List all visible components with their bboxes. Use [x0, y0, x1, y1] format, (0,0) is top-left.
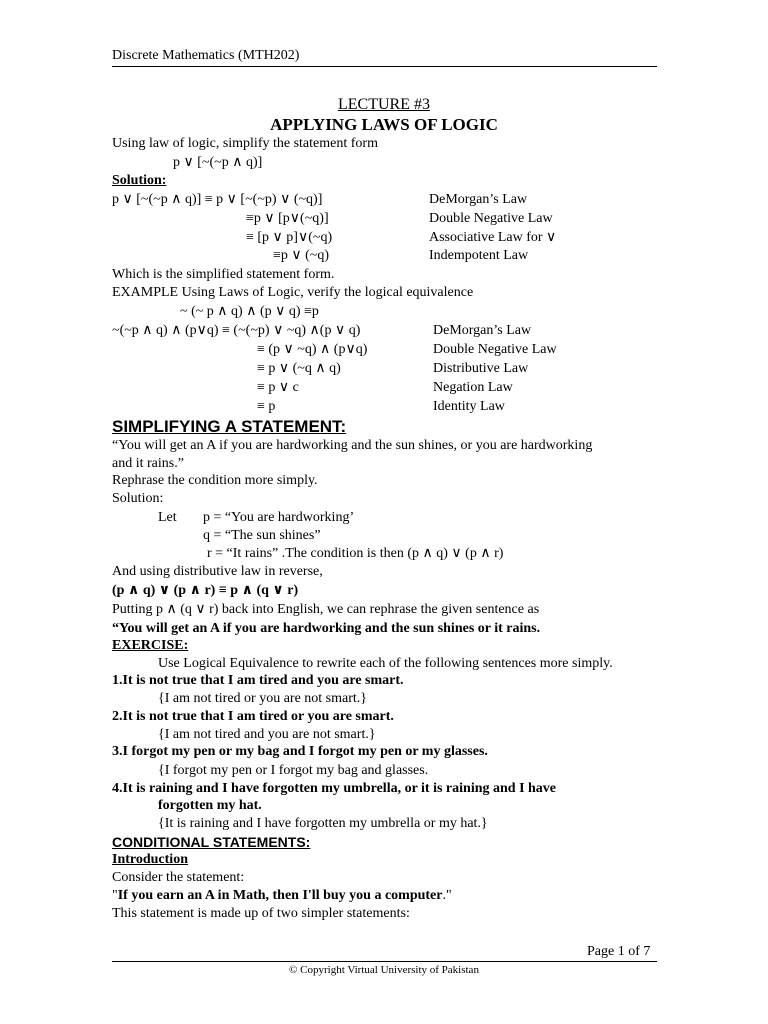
exercise-question-cont: forgotten my hat.	[158, 798, 262, 813]
ex1-step-law: DeMorgan’s Law	[429, 192, 528, 207]
ex2-step-expr: ≡ p ∨ (~q ∧ q)	[257, 361, 341, 376]
exercise-question: 2.It is not true that I am tired or you are smart.	[112, 709, 394, 724]
exercise-answer: {I forgot my pen or I forgot my bag and glasses.	[158, 763, 429, 778]
exercise-answer: {It is raining and I have forgotten my umbrella or my hat.}	[158, 816, 488, 831]
made-up-text: This statement is made up of two simpler statements:	[112, 906, 410, 921]
ex2-step-expr: ≡ (p ∨ ~q) ∧ (p∨q)	[257, 342, 368, 357]
exercise-question: 1.It is not true that I am tired and you are smart.	[112, 673, 404, 688]
ex2-step-expr: ≡ p ∨ c	[257, 380, 299, 395]
exercise-answer: {I am not tired and you are not smart.}	[158, 727, 376, 742]
conditional-quote	[112, 887, 452, 905]
quote-open: "	[112, 888, 118, 903]
ex2-step-expr: ~(~p ∧ q) ∧ (p∨q) ≡ (~(~p) ∨ ~q) ∧(p ∨ q)	[112, 323, 361, 338]
simplifying-quote-line1: “You will get an A if you are hardworking and the sun shines, or you are hardworking	[112, 438, 593, 453]
ex1-step-law: Double Negative Law	[429, 211, 553, 226]
example2-statement: ~ (~ p ∧ q) ∧ (p ∨ q) ≡p	[180, 304, 319, 319]
reverse-text: And using distributive law in reverse,	[112, 564, 323, 579]
consider-text: Consider the statement:	[112, 870, 245, 885]
lecture-number: LECTURE #3	[338, 96, 430, 113]
solution-label: Solution:	[112, 173, 167, 188]
ex2-step-law: Distributive Law	[433, 361, 529, 376]
example2-intro: EXAMPLE Using Laws of Logic, verify the logical equivalence	[112, 285, 474, 300]
ex1-step-law: Associative Law for ∨	[429, 230, 557, 245]
ex1-step-expr: ≡ [p ∨ p]∨(~q)	[246, 230, 333, 245]
simplifying-heading: SIMPLIFYING A STATEMENT:	[112, 417, 347, 436]
rephrase-text: Rephrase the condition more simply.	[112, 473, 318, 488]
exercise-question: 3.I forgot my pen or my bag and I forgot my pen or my glasses.	[112, 744, 488, 759]
exercise-question: 4.It is raining and I have forgotten my umbrella, or it is raining and I have	[112, 781, 557, 796]
ex2-step-law: Negation Law	[433, 380, 513, 395]
ex2-step-law: DeMorgan’s Law	[433, 323, 532, 338]
course-header: Discrete Mathematics (MTH202)	[112, 48, 300, 63]
example1-statement: p ∨ [~(~p ∧ q)]	[173, 155, 263, 170]
q-definition: q = “The sun shines”	[203, 528, 321, 543]
example1-conclusion: Which is the simplified statement form.	[112, 267, 335, 282]
ex1-step-expr: p ∨ [~(~p ∧ q)] ≡ p ∨ [~(~p) ∨ (~q)]	[112, 192, 323, 207]
solution-text: Solution:	[112, 491, 164, 506]
ex2-step-law: Double Negative Law	[433, 342, 557, 357]
ex2-step-law: Identity Law	[433, 399, 505, 414]
distributive-formula: (p ∧ q) ∨ (p ∧ r) ≡ p ∧ (q ∨ r)	[112, 583, 299, 598]
ex1-step-expr: ≡p ∨ (~q)	[273, 248, 330, 263]
introduction-subheading: Introduction	[112, 852, 188, 867]
quote-bold: If you earn an A in Math, then I'll buy you a computer	[117, 888, 443, 903]
exercise-instruction: Use Logical Equivalence to rewrite each of the following sentences more simply.	[158, 656, 613, 671]
page-number: Page 1 of 7	[587, 944, 651, 959]
ex1-step-expr: ≡p ∨ [p∨(~q)]	[246, 211, 329, 226]
copyright: © Copyright Virtual University of Pakistan	[289, 964, 479, 976]
simplifying-quote-line2: and it rains.”	[112, 456, 184, 471]
ex1-step-law: Indempotent Law	[429, 248, 529, 263]
lecture-title: APPLYING LAWS OF LOGIC	[270, 115, 498, 134]
rephrased-result: “You will get an A if you are hardworking and the sun shines or it rains.	[112, 621, 541, 636]
footer-rule	[112, 961, 657, 962]
exercise-answer: {I am not tired or you are not smart.}	[158, 691, 367, 706]
conditional-heading: CONDITIONAL STATEMENTS:	[112, 834, 311, 850]
example1-intro: Using law of logic, simplify the statement form	[112, 136, 378, 151]
r-definition: r = “It rains” .The condition is then (p ∧ q) ∨ (p ∧ r)	[207, 546, 504, 561]
putting-text: Putting p ∧ (q ∨ r) back into English, we can rephrase the given sentence as	[112, 602, 540, 617]
let-label: Let	[158, 510, 177, 525]
p-definition: p = “You are hardworking’	[203, 510, 355, 525]
ex2-step-expr: ≡ p	[257, 399, 276, 414]
exercise-heading: EXERCISE:	[112, 638, 189, 653]
header-rule	[112, 66, 657, 67]
quote-close: ."	[442, 888, 452, 903]
